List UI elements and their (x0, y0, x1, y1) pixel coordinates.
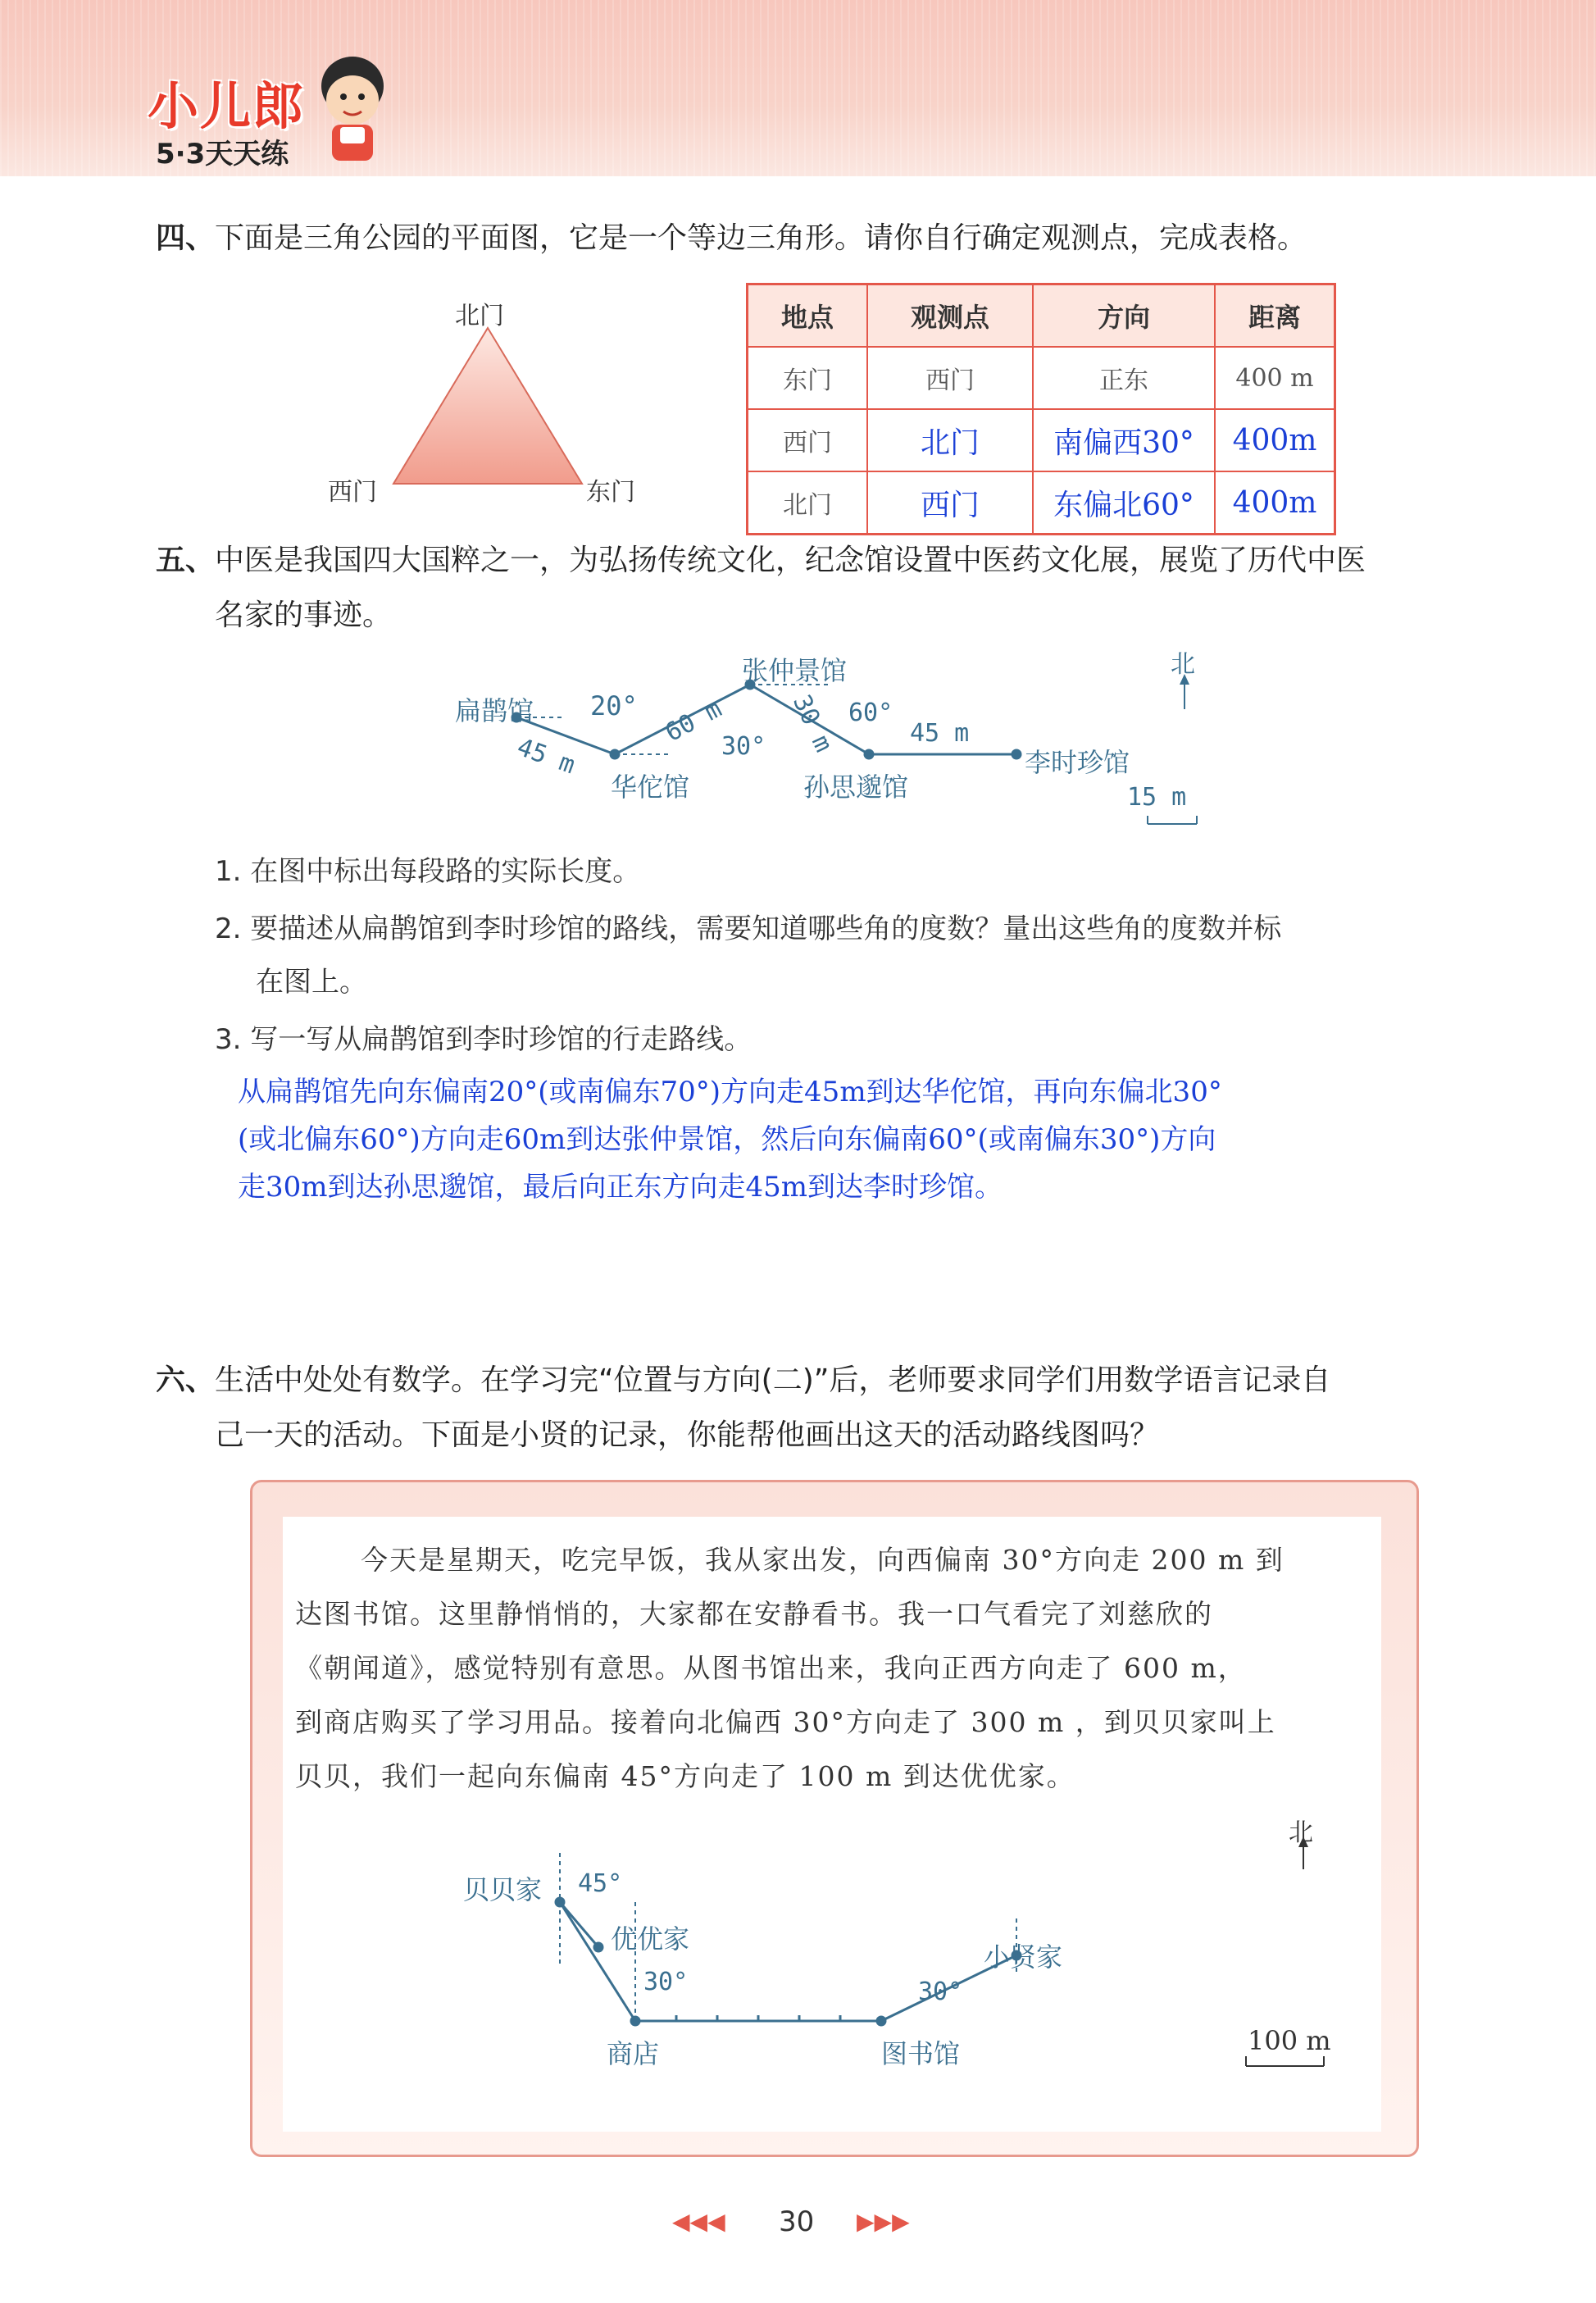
angle-30-label: 30° (721, 732, 766, 761)
q5-answer-line3: 走30m到达孙思邈馆，最后向正东方向走45m到达李时珍馆。 (238, 1171, 1003, 1204)
angle-20-label: 20° (590, 690, 638, 721)
scale-label: 15 m (1127, 783, 1187, 812)
huatuo-label: 华佗馆 (611, 771, 690, 803)
table-cell: 北门 (748, 471, 868, 535)
angle-60-label: 60° (848, 699, 893, 727)
q5-sub2-line2: 在图上。 (256, 966, 367, 999)
q6-number: 六、 (156, 1363, 216, 1397)
q5-answer-line2: (或北偏东60°)方向走60m到达张仲景馆，然后向东偏南60°(或南偏东30°)方向 (238, 1123, 1216, 1156)
answer-cell: 400m (1215, 409, 1335, 471)
story-line: 达图书馆。这里静悄悄的，大家都在安静看书。我一口气看完了刘慈欣的 (295, 1598, 1213, 1630)
q5-prompt (156, 537, 1366, 585)
table-header: 地点 (748, 284, 868, 348)
angle-30-label-2: 30° (918, 1978, 963, 2006)
beibei-home-label: 贝贝家 (463, 1874, 543, 1905)
table-header-row (748, 284, 1335, 348)
shop-label: 商店 (607, 2038, 660, 2069)
story-line: 今天是星期天，吃完早饭，我从家出发，向西偏南 30°方向走 200 m 到 (361, 1544, 1285, 1576)
story-line: 贝贝，我们一起向东偏南 45°方向走了 100 m 到达优优家。 (295, 1760, 1075, 1792)
triangle-park (393, 328, 582, 484)
q4-number: 四、 (156, 221, 216, 255)
q4-prompt (156, 215, 1307, 262)
q5-sub3: 3. 写一写从扁鹊馆到李时珍馆的行走路线。 (215, 1023, 753, 1056)
west-gate-label: 西门 (328, 478, 377, 507)
north-gate-label: 北门 (455, 302, 504, 330)
table-row (748, 471, 1335, 535)
table-cell: 西门 (867, 347, 1033, 409)
north-label: 北 (1171, 650, 1195, 679)
bianque-label: 扁鹊馆 (455, 695, 534, 726)
table-row (748, 347, 1335, 409)
table-cell: 东门 (748, 347, 868, 409)
answer-cell: 400m (1215, 471, 1335, 535)
answer-cell: 北门 (867, 409, 1033, 471)
q6-text-line2: 己一天的活动。下面是小贤的记录，你能帮他画出这天的活动路线图吗？ (215, 1418, 1160, 1452)
q6-prompt (156, 1357, 1330, 1404)
scale-label-2: 100 m (1248, 2025, 1331, 2056)
distance-60m-label: 60 m (661, 694, 727, 748)
distance-45m-label-2: 45 m (910, 719, 970, 748)
q5-text-line2: 名家的事迹。 (215, 599, 393, 632)
zhangzhongjing-label: 张仲景馆 (742, 655, 848, 686)
youyou-home-label: 优优家 (611, 1923, 690, 1955)
location-table (746, 283, 1336, 535)
q5-text-line1: 中医是我国四大国粹之一，为弘扬传统文化，纪念馆设置中医药文化展，展览了历代中医 (215, 544, 1366, 577)
table-cell: 西门 (748, 409, 868, 471)
mascot-icon (307, 49, 398, 164)
answer-cell: 西门 (867, 471, 1033, 535)
table-header: 方向 (1033, 284, 1215, 348)
q6-text-line1: 生活中处处有数学。在学习完“位置与方向(二)”后，老师要求同学们用数学语言记录自 (215, 1363, 1331, 1397)
distance-30m-label: 30 m (786, 690, 839, 757)
table-cell: 400 m (1215, 347, 1335, 409)
sunsimiao-label: 孙思邈馆 (803, 771, 909, 803)
prev-page-arrows[interactable]: ◀◀◀ (672, 2208, 725, 2235)
q4-text: 下面是三角公园的平面图，它是一个等边三角形。请你自行确定观测点，完成表格。 (215, 221, 1307, 255)
east-gate-label: 东门 (586, 478, 635, 507)
lishizhen-label: 李时珍馆 (1025, 747, 1130, 778)
brand-logo: 小儿郎 (148, 76, 306, 136)
answer-cell: 南偏西30° (1033, 409, 1215, 471)
distance-45m-label: 45 m (513, 732, 580, 781)
angle-45-label: 45° (578, 1869, 623, 1898)
next-page-arrows[interactable]: ▶▶▶ (857, 2208, 910, 2235)
xiaoxian-home-label: 小贤家 (984, 1941, 1063, 1973)
answer-cell: 东偏北60° (1033, 471, 1215, 535)
q5-sub1: 1. 在图中标出每段路的实际长度。 (215, 855, 641, 888)
page-number: 30 (779, 2205, 815, 2238)
table-header: 观测点 (867, 284, 1033, 348)
library-label: 图书馆 (881, 2038, 961, 2069)
brand-subtitle: 5·3天天练 (156, 138, 289, 171)
q5-answer-line1: 从扁鹊馆先向东偏南20°(或南偏东70°)方向走45m到达华佗馆，再向东偏北30° (238, 1076, 1222, 1108)
story-line: 到商店购买了学习用品。接着向北偏西 30°方向走了 300 m ，到贝贝家叫上 (295, 1706, 1276, 1738)
table-row (748, 409, 1335, 471)
angle-30-label: 30° (643, 1968, 689, 1996)
table-cell: 正东 (1033, 347, 1215, 409)
q5-number: 五、 (156, 544, 216, 577)
story-line: 《朝闻道》，感觉特别有意思。从图书馆出来，我向正西方向走了 600 m， (295, 1652, 1247, 1684)
q5-sub2-line1: 2. 要描述从扁鹊馆到李时珍馆的路线，需要知道哪些角的度数？量出这些角的度数并标 (215, 913, 1282, 945)
north-label-2: 北 (1289, 1818, 1313, 1847)
table-header: 距离 (1215, 284, 1335, 348)
